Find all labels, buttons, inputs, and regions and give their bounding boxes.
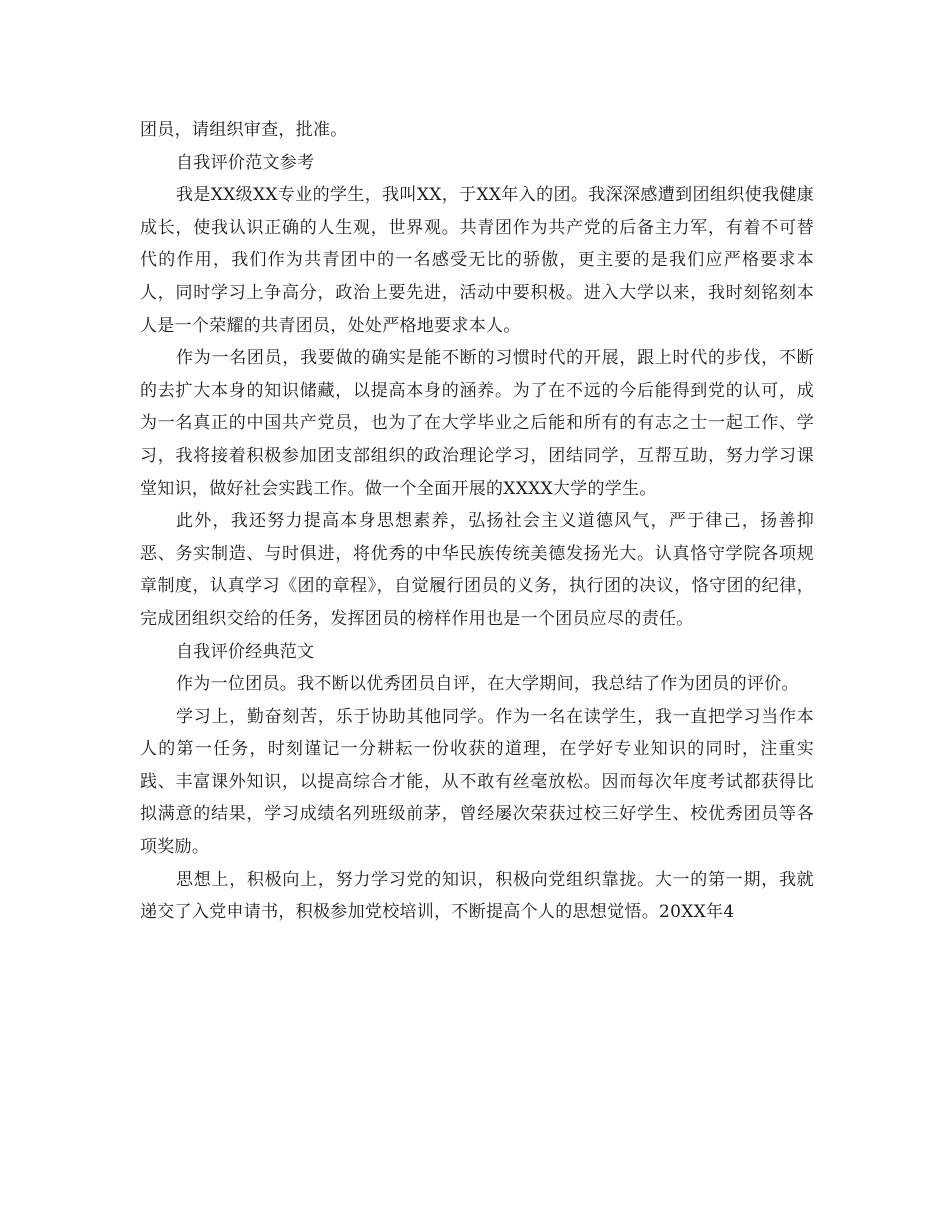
paragraph: 我是XX级XX专业的学生，我叫XX，于XX年入的团。我深深感遭到团组织使我健康成长，使我认识正确的人生观，世界观。共青团作为共产党的后备主力军，有着不可替代的作用，我们作为共青团中的一名感受无比的骄傲，更主要的是我们应严格要求本人，同时学习上争高分，政治上要先进，活动中要积极。进入大学以来，我时刻铭刻本人是一个荣耀的共青团员，处处严格地要求本人。 xyxy=(140,185,814,336)
paragraph: 学习上，勤奋刻苦，乐于协助其他同学。作为一名在读学生，我一直把学习当作本人的第一任务，时刻谨记一分耕耘一份收获的道理，在学好专业知识的同时，注重实践、丰富课外知识，以提高综合才能，从不敢有丝毫放松。因而每次年度考试都获得比拟满意的结果，学习成绩名列班级前茅，曾经屡次荣获过校三好学生、校优秀团员等各项奖励。 xyxy=(140,706,814,858)
paragraph-continuation: 团员，请组织审查，批准。 xyxy=(140,120,348,140)
section-heading-reference: 自我评价范文参考 xyxy=(176,152,315,173)
paragraph: 作为一位团员。我不断以优秀团员自评，在大学期间，我总结了作为团员的评价。 xyxy=(176,674,799,695)
paragraph: 此外，我还努力提高本身思想素养，弘扬社会主义道德风气，严于律己，扬善抑恶、务实制造、与时俱进，将优秀的中华民族传统美德发扬光大。认真恪守学院各项规章制度，认真学习《团的章程》，自觉履行团员的义务，执行团的决议，恪守团的纪律，完成团组织交给的任务，发挥团员的榜样作用也是一个团员应尽的责任。 xyxy=(140,511,814,629)
document-body xyxy=(140,114,814,929)
paragraph: 作为一名团员，我要做的确实是能不断的习惯时代的开展，跟上时代的步伐，不断的去扩大本身的知识储藏，以提高本身的涵养。为了在不远的今后能得到党的认可，成为一名真正的中国共产党员，也为了在大学毕业之后能和所有的有志之士一起工作、学习，我将接着积极参加团支部组织的政治理论学习，团结同学，互帮互助，努力学习课堂知识，做好社会实践工作。做一个全面开展的XXXX大学的学生。 xyxy=(140,348,814,499)
section-heading-classic: 自我评价经典范文 xyxy=(176,641,315,662)
paragraph: 思想上，积极向上，努力学习党的知识，积极向党组织靠拢。大一的第一期，我就递交了入党申请书，积极参加党校培训，不断提高个人的思想觉悟。20XX年4 xyxy=(140,869,814,923)
